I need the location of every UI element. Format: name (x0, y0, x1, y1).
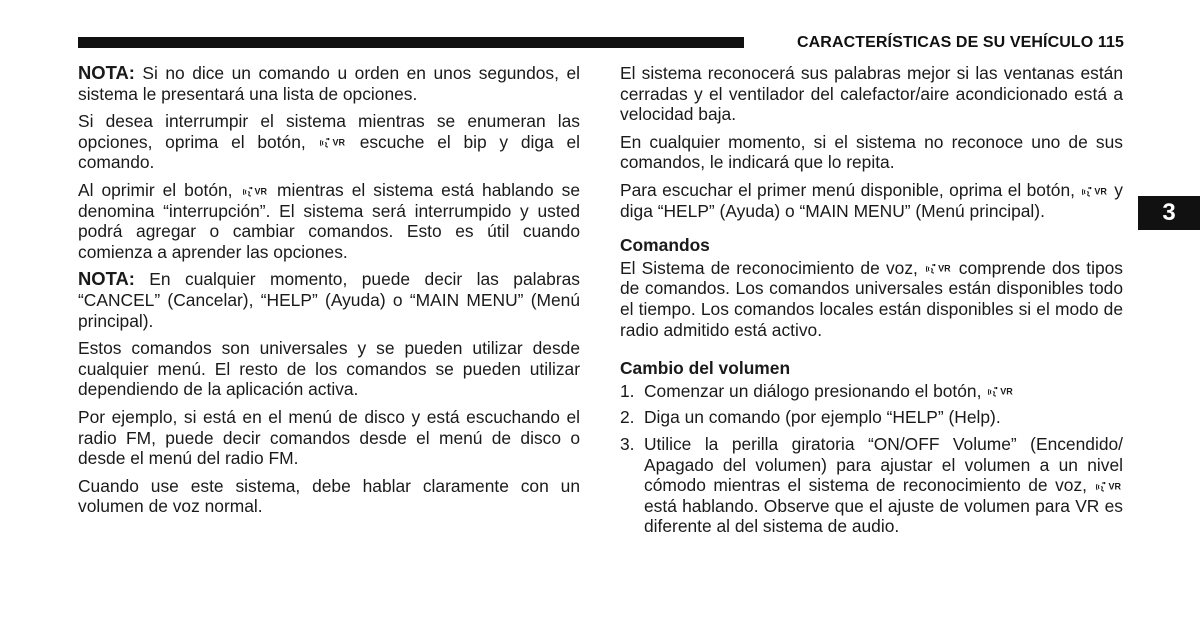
vr-label: VR (1094, 185, 1107, 196)
step-number: 3. (620, 433, 635, 454)
vr-label: VR (938, 263, 951, 274)
step-text: Comenzar un diálogo presionando el botón, (644, 380, 987, 401)
vr-label: VR (1108, 481, 1121, 492)
repeat-paragraph: En cualquier momento, si el sistema no reconoce uno de sus comandos, le indicará que lo repita. (620, 131, 1123, 173)
speak-clearly-paragraph: Cuando use este sistema, debe hablar claramente con un volumen de voz normal. (78, 475, 580, 517)
voice-recognition-icon (926, 264, 951, 274)
list-item (620, 407, 1123, 428)
list-item (620, 434, 1123, 537)
text-span: mientras el sistema está hablando se denomina “interrupción”. El sistema será interrumpido y usted podrá agregar o cambiar comandos. Esto es útil cuando comienza a aprender las opciones. (78, 179, 580, 262)
note-label: NOTA: (78, 62, 135, 83)
header-rule (78, 37, 744, 48)
text-span: El Sistema de reconocimiento de voz, (620, 257, 925, 278)
text-span: Si desea interrumpir el sistema mientras se enumeran las opciones, oprima el botón, (78, 111, 580, 152)
text-span: Al oprimir el botón, (78, 179, 241, 200)
vr-label: VR (254, 185, 268, 196)
voice-recognition-icon (1082, 187, 1107, 197)
main-menu-paragraph (620, 180, 1123, 221)
left-column (78, 63, 580, 524)
volume-steps-list (620, 381, 1123, 537)
step-text: está hablando. Observe que el ajuste de volumen para VR es diferente al del sistema de audio. (644, 495, 1123, 537)
interrupt-paragraph (78, 111, 580, 173)
step-number: 2. (620, 407, 635, 428)
voice-recognition-icon (1096, 482, 1121, 492)
universal-commands-paragraph: Estos comandos son universales y se pueden utilizar desde cualquier menú. El resto de los comandos se pueden utilizar dependiendo de la aplicación activa. (78, 338, 580, 400)
note-text: Si no dice un comando u orden en unos segundos, el sistema le presentará una lista de opciones. (78, 63, 580, 104)
text-span: y diga “HELP” (Ayuda) o “MAIN MENU” (Menú principal). (620, 179, 1123, 221)
heading-cambio-volumen: Cambio del volumen (620, 358, 791, 379)
step-number: 1. (620, 380, 635, 401)
text-span: escuche el bip y diga el comando. (78, 131, 580, 173)
windows-paragraph: El sistema reconocerá sus palabras mejor si las ventanas están cerradas y el ventilador del calefactor/aire acondicionado está a velocidad baja. (620, 63, 1123, 125)
voice-recognition-icon (988, 387, 1013, 397)
voice-recognition-icon (243, 187, 268, 197)
note-paragraph-2 (78, 269, 580, 331)
vr-label: VR (332, 137, 345, 148)
list-item (620, 381, 1123, 402)
running-head: CARACTERÍSTICAS DE SU VEHÍCULO 115 (796, 34, 1124, 51)
text-span: Para escuchar el primer menú disponible, oprima el botón, (620, 179, 1081, 200)
heading-comandos: Comandos (620, 235, 710, 256)
right-column (620, 63, 1123, 543)
text-span: comprende dos tipos de comandos. Los comandos universales están disponibles todo el tiempo. Los comandos locales están disponibles si el modo de radio admitido está activo. (620, 257, 1123, 340)
commands-paragraph (620, 258, 1123, 340)
note-label: NOTA: (78, 268, 135, 290)
example-paragraph: Por ejemplo, si está en el menú de disco y está escuchando el radio FM, puede decir comandos desde el menú de disco o desde el menú del radio FM. (78, 406, 580, 469)
barge-in-paragraph (78, 180, 580, 262)
voice-recognition-icon (320, 138, 345, 148)
step-text: Utilice la perilla giratoria “ON/OFF Volume” (Encendido/ Apagado del volumen) para ajustar el volumen a un nivel cómodo mientras el sistema de reconocimiento de voz, (644, 433, 1123, 496)
step-text: Diga un comando (por ejemplo “HELP” (Help). (644, 407, 1001, 428)
note-text: En cualquier momento, puede decir las palabras “CANCEL” (Cancelar), “HELP” (Ayuda) o “MAIN MENU” (Menú principal). (78, 269, 580, 331)
vr-label: VR (1000, 386, 1013, 397)
note-paragraph-1 (78, 63, 580, 104)
section-tab: 3 (1138, 196, 1200, 230)
